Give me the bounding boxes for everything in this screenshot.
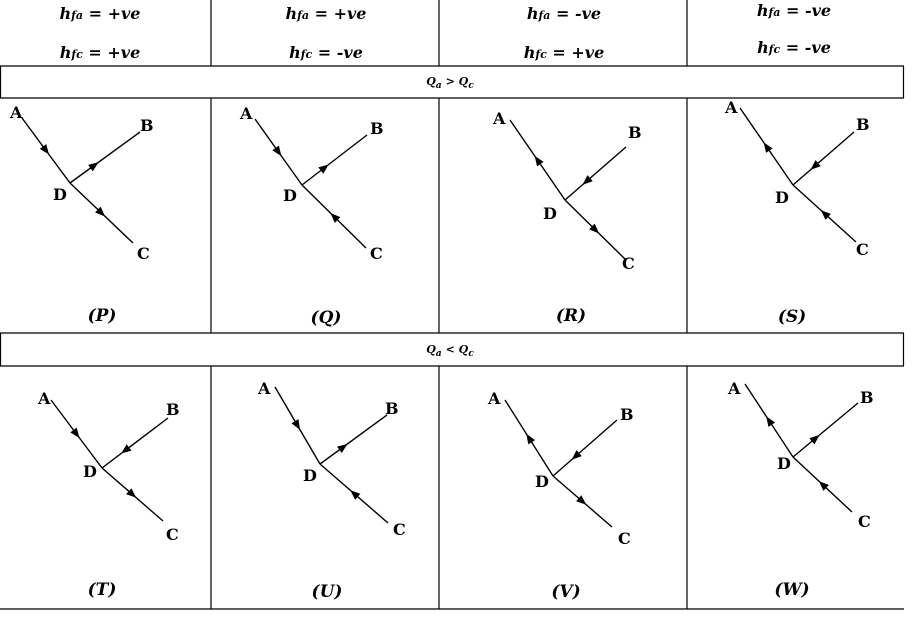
pipe-bd (70, 132, 140, 183)
hfa-expr: hfa = -ve (756, 1, 832, 20)
header-col-1 (30, 4, 170, 65)
pipe-bd (320, 415, 387, 464)
node-label-c: C (622, 254, 635, 273)
flow-arrow-ad (764, 142, 773, 153)
hfc-expr: hfc = +ve (523, 43, 605, 62)
node-label-d: D (775, 188, 789, 207)
node-label-c: C (166, 525, 179, 544)
hfc-expr: hfc = +ve (59, 43, 141, 62)
node-label-b: B (628, 123, 642, 142)
caption-p: (P) (87, 306, 117, 326)
node-label-c: C (618, 529, 631, 548)
hfa-expr: hfa = -ve (526, 4, 602, 23)
pipe-bd (565, 147, 626, 200)
caption-v: (V) (551, 582, 581, 602)
flow-arrow-ad (535, 156, 544, 167)
node-label-d: D (283, 186, 297, 205)
header-col-4 (724, 1, 864, 60)
node-label-a: A (38, 389, 51, 408)
hfc-expr: hfc = -ve (289, 43, 363, 62)
hfa-expr: hfa = +ve (285, 4, 367, 23)
node-label-d: D (303, 466, 317, 485)
node-label-a: A (10, 103, 23, 122)
caption-w: (W) (774, 580, 810, 600)
flow-arrow-ad (766, 416, 775, 427)
hfc-expr: hfc = -ve (757, 38, 831, 57)
node-label-d: D (535, 472, 549, 491)
caption-t: (T) (87, 580, 117, 600)
flow-arrow-ad (526, 434, 535, 445)
node-label-b: B (860, 388, 874, 407)
flow-arrow-ad (292, 419, 300, 430)
node-label-b: B (620, 405, 634, 424)
section-label-gt: $Q_a > Q_c$ (426, 75, 474, 92)
node-label-b: B (385, 399, 399, 418)
pipe-bd (553, 420, 617, 476)
node-label-d: D (53, 185, 67, 204)
node-label-c: C (137, 244, 150, 263)
caption-r: (R) (555, 306, 587, 326)
node-label-d: D (777, 454, 791, 473)
section-label-lt: $Q_a < Q_c$ (426, 343, 474, 360)
hfa-expr: hfa = +ve (59, 4, 141, 23)
caption-s: (S) (777, 307, 807, 327)
pipe-bd (302, 135, 367, 185)
header-col-3 (494, 4, 634, 65)
pipe-bd (793, 403, 858, 457)
pipe-bd (102, 418, 168, 468)
header-col-2 (256, 4, 396, 65)
flow-arrow-bd (121, 444, 131, 453)
node-label-b: B (166, 400, 180, 419)
node-label-a: A (728, 379, 741, 398)
pipe-bd (793, 132, 854, 185)
node-label-a: A (725, 98, 738, 117)
flow-arrow-bd (337, 444, 347, 453)
caption-q: (Q) (310, 308, 342, 328)
node-label-b: B (140, 116, 154, 135)
node-label-c: C (370, 244, 383, 263)
node-label-a: A (258, 379, 271, 398)
flow-arrow-ad (40, 144, 49, 154)
node-label-a: A (488, 389, 501, 408)
node-label-d: D (83, 462, 97, 481)
flow-arrow-ad (70, 428, 79, 438)
node-label-b: B (856, 115, 870, 134)
node-label-c: C (393, 520, 406, 539)
node-label-b: B (370, 119, 384, 138)
caption-u: (U) (311, 582, 343, 602)
node-label-c: C (856, 240, 869, 259)
flow-arrow-bd (88, 162, 98, 171)
node-label-c: C (858, 512, 871, 531)
node-label-a: A (240, 104, 253, 123)
node-label-a: A (493, 109, 506, 128)
node-label-d: D (543, 204, 557, 223)
flow-arrow-bd (318, 164, 328, 173)
flow-arrow-ad (272, 146, 281, 156)
